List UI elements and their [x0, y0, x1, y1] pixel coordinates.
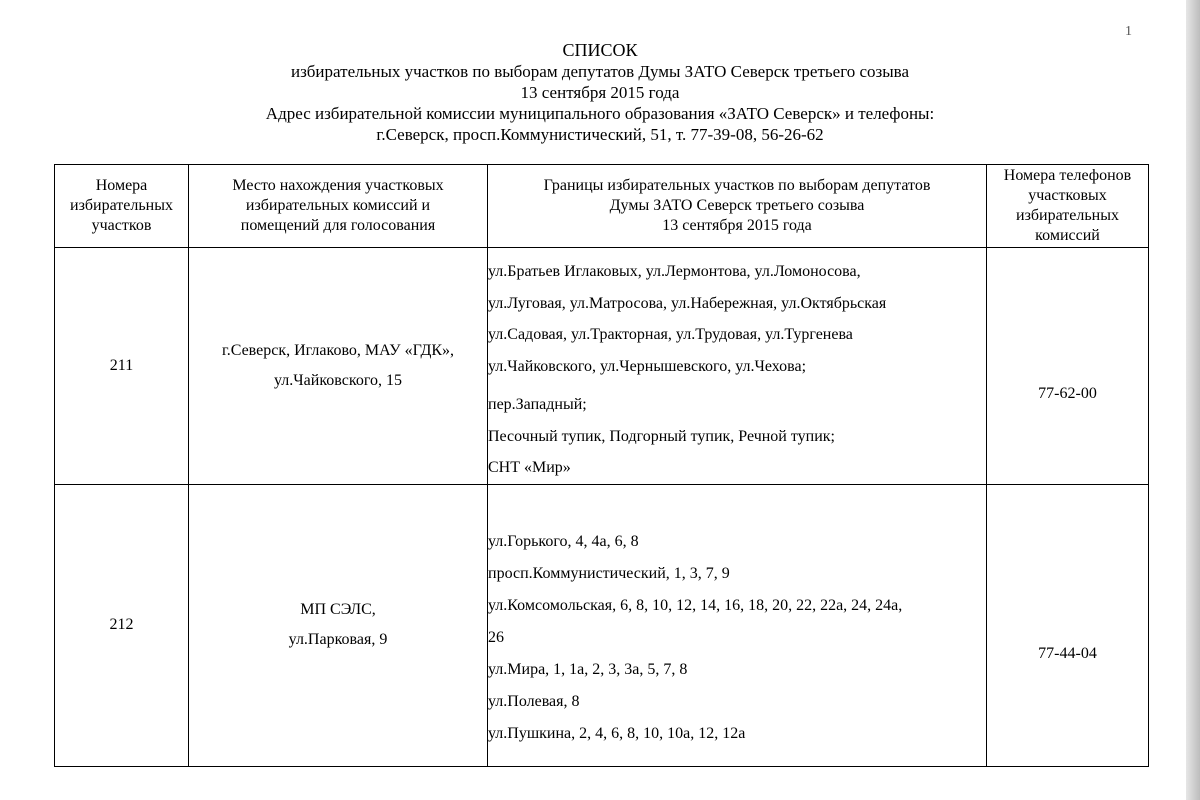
boundary-line: ул.Братьев Иглаковых, ул.Лермонтова, ул.Ломоносова, [488, 263, 861, 280]
header-line: Место нахождения участковых [232, 177, 444, 194]
station-boundaries-cell [488, 248, 987, 485]
header-line: участковых [1028, 187, 1107, 204]
header-line: Думы ЗАТО Северск третьего созыва [609, 197, 865, 214]
header-line-1: избирательных участков по выборам депутатов Думы ЗАТО Северск третьего созыва [290, 62, 910, 81]
table-row [55, 248, 1149, 485]
boundary-line: ул.Мира, 1, 1а, 2, 3, 3а, 5, 7, 8 [488, 661, 688, 678]
header-line: избирательных [70, 197, 173, 214]
header-boundaries [488, 165, 987, 248]
location-line: ул.Чайковского, 15 [274, 371, 402, 389]
header-line-3: Адрес избирательной комиссии муниципального образования «ЗАТО Северск» и телефоны: [265, 104, 935, 123]
boundary-line: ул.Садовая, ул.Тракторная, ул.Трудовая, ул.Тургенева [488, 326, 853, 343]
station-phone-cell [987, 484, 1149, 766]
boundary-line: ул.Горького, 4, 4а, 6, 8 [488, 533, 639, 550]
header-line: 13 сентября 2015 года [662, 217, 812, 234]
header-line: участков [91, 217, 152, 234]
station-number-cell: 212 [55, 484, 189, 766]
location-line: МП СЭЛС, [300, 601, 376, 618]
table-header-row [55, 165, 1149, 248]
header-station-number [55, 165, 189, 248]
document-title: СПИСОК [562, 40, 638, 60]
phone-value: 77-62-00 [1038, 384, 1097, 402]
header-line: Номера телефонов [1003, 167, 1132, 184]
boundary-line: ул.Чайковского, ул.Чернышевского, ул.Чехова; [488, 357, 807, 375]
header-location [189, 165, 488, 248]
table-row [55, 484, 1149, 766]
header-line: комиссий [1035, 227, 1100, 244]
polling-stations-table [54, 164, 1149, 767]
phone-value: 77-44-04 [1038, 645, 1097, 662]
spacer [488, 382, 986, 389]
boundary-line: пер.Западный; [488, 396, 587, 413]
header-line: Номера [95, 177, 148, 194]
boundary-line: ул.Комсомольская, 6, 8, 10, 12, 14, 16, 18, 20, 22, 22а, 24, 24а, [488, 597, 903, 614]
station-number-cell: 211 [55, 248, 189, 485]
station-phone-cell [987, 248, 1149, 485]
station-boundaries-cell [488, 484, 987, 766]
boundary-line: Песочный тупик, Подгорный тупик, Речной тупик; [488, 427, 835, 445]
header-phones [987, 165, 1149, 248]
boundary-line: ул.Полевая, 8 [488, 693, 580, 710]
station-location-cell [189, 484, 488, 766]
header-line: избирательных комиссий и [245, 197, 431, 214]
location-line: г.Северск, Иглаково, МАУ «ГДК», [221, 341, 455, 359]
location-line: ул.Парковая, 9 [288, 631, 388, 648]
boundary-line: просп.Коммунистический, 1, 3, 7, 9 [488, 565, 730, 582]
page-number: 1 [1125, 24, 1132, 39]
boundary-line: ул.Пушкина, 2, 4, 6, 8, 10, 10а, 12, 12а [488, 725, 746, 742]
document-header [0, 40, 1200, 145]
header-line-4: г.Северск, просп.Коммунистический, 51, т. 77-39-08, 56-26-62 [376, 125, 824, 144]
boundary-line: 26 [488, 629, 504, 646]
header-line: избирательных [1016, 207, 1119, 224]
header-line: Границы избирательных участков по выборам депутатов [543, 177, 931, 194]
header-line: помещений для голосования [240, 217, 436, 234]
station-location-cell [189, 248, 488, 485]
boundary-line: СНТ «Мир» [488, 459, 571, 476]
header-line-2: 13 сентября 2015 года [520, 83, 680, 102]
boundary-line: ул.Луговая, ул.Матросова, ул.Набережная, ул.Октябрьская [488, 294, 887, 312]
